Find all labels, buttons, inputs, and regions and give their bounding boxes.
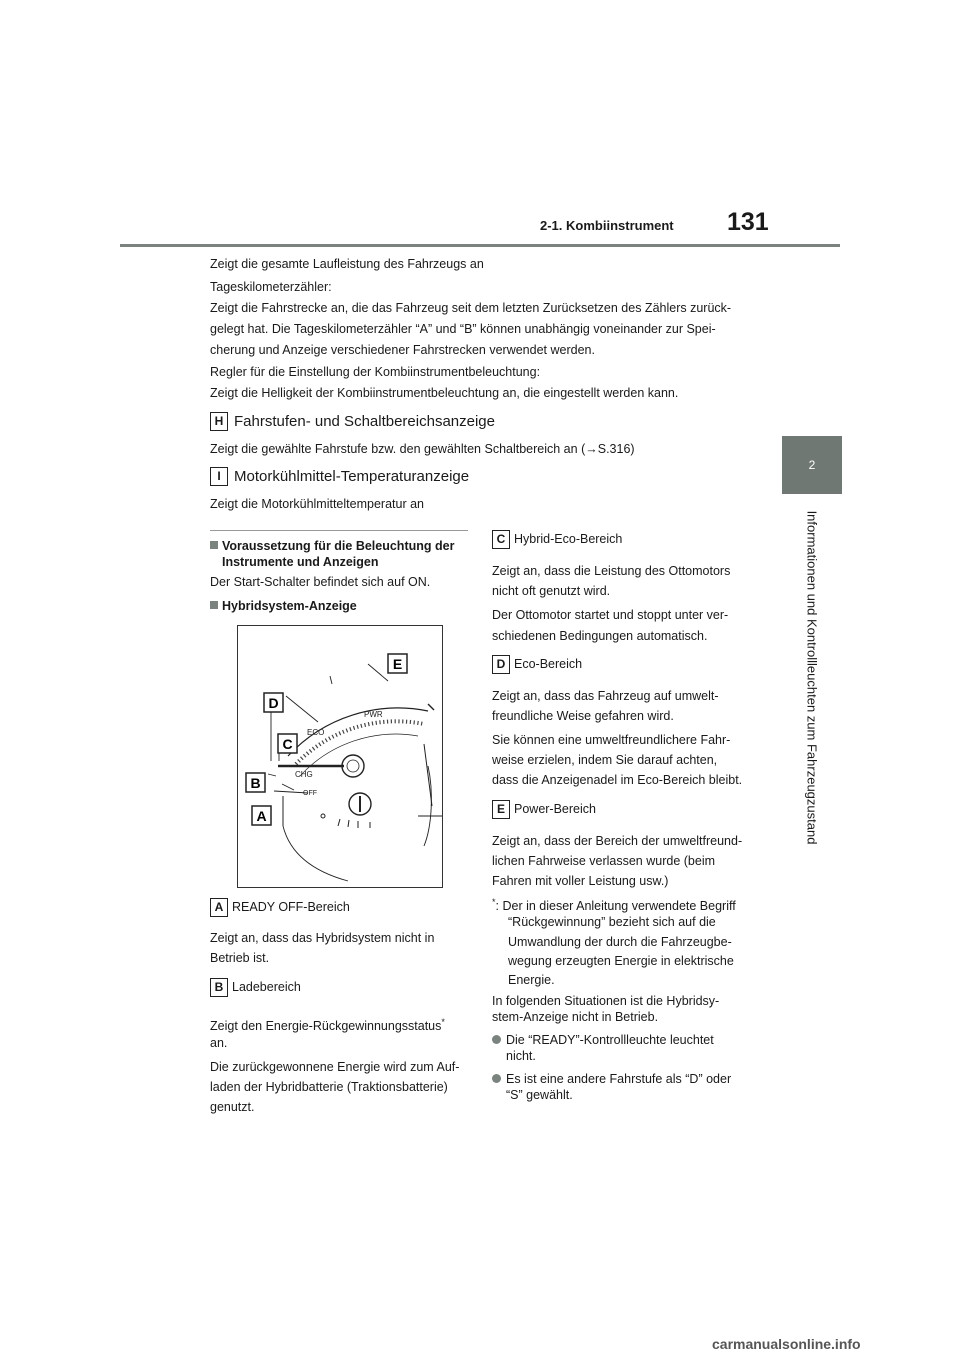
label-badge-d: D (492, 655, 510, 674)
callout-b: B (250, 775, 261, 791)
footnote-line: “Rückgewinnung” bezieht sich auf die (508, 915, 716, 929)
definition-title: Power-Bereich (514, 802, 596, 816)
heading-text: Fahrstufen- und Schaltbereichsanzeige (234, 413, 495, 430)
bullet-text: nicht. (506, 1049, 536, 1063)
label-badge-b: B (210, 978, 228, 997)
label-badge-c: C (492, 530, 510, 549)
label-badge-e: E (492, 800, 510, 819)
sub-heading-lighting (210, 538, 454, 570)
paragraph: Sie können eine umweltfreundlichere Fahr- (492, 733, 731, 747)
paragraph: Die zurückgewonnene Energie wird zum Auf- (210, 1060, 460, 1074)
column-rule (210, 530, 468, 531)
definition-title: READY OFF-Bereich (232, 900, 350, 914)
callout-c: C (282, 736, 293, 752)
square-bullet-icon (210, 601, 218, 609)
bullet-item (492, 1071, 731, 1103)
definition-a (210, 898, 350, 917)
bullet-text: Die “READY”-Kontrollleuchte leuchtet (506, 1033, 714, 1047)
chapter-tab: 2 (782, 436, 842, 494)
paragraph: lichen Fahrweise verlassen wurde (beim (492, 854, 716, 868)
bullet-text: “S” gewählt. (506, 1088, 573, 1102)
paragraph: schiedenen Bedingungen automatisch. (492, 629, 708, 643)
label-badge-i: I (210, 467, 228, 486)
paragraph: an. (210, 1036, 228, 1050)
paragraph: cherung und Anzeige verschiedener Fahrstrecken verwendet werden. (210, 343, 595, 357)
header-rule (120, 244, 840, 247)
definition-b (210, 978, 301, 997)
paragraph (210, 1012, 445, 1036)
paragraph: Fahren mit voller Leistung usw.) (492, 874, 669, 888)
paragraph: gelegt hat. Die Tageskilometerzähler “A” und “B” können unabhängig voneinander zur Spei- (210, 322, 716, 336)
sub-heading-hybrid (210, 598, 357, 614)
definition-title: Hybrid-Eco-Bereich (514, 532, 623, 546)
footnote-text: : Der in dieser Anleitung verwendete Begriff (495, 899, 736, 914)
paragraph: genutzt. (210, 1100, 255, 1114)
page-number: 131 (727, 208, 769, 236)
definition-title: Eco-Bereich (514, 657, 583, 671)
hybrid-gauge-illustration (238, 626, 442, 887)
callout-a: A (256, 808, 267, 824)
header-section-title: 2-1. Kombiinstrument (540, 218, 674, 233)
paragraph: Betrieb ist. (210, 951, 270, 965)
label-badge-a: A (210, 898, 228, 917)
heading-text: Motorkühlmittel-Temperaturanzeige (234, 468, 470, 485)
bullet-item (492, 1032, 714, 1064)
hybrid-system-indicator-figure (237, 625, 443, 888)
bullet-text: Es ist eine andere Fahrstufe als “D” oder (506, 1072, 732, 1086)
paragraph: Tageskilometerzähler: (210, 280, 332, 294)
chg-label: CHG (295, 770, 313, 779)
footnote-marker: * (492, 897, 496, 907)
pwr-label: PWR (364, 710, 383, 719)
paragraph: Regler für die Einstellung der Kombiinstrumentbeleuchtung: (210, 365, 541, 379)
paragraph: freundliche Weise gefahren wird. (492, 709, 674, 723)
chapter-label-text: Informationen und Kontrollleuchten zum Fahrzeugzustand (804, 510, 820, 845)
definition-d (492, 655, 582, 674)
section-heading-i (210, 467, 469, 486)
paragraph-text: Zeigt den Energie-Rückgewinnungsstatus (210, 1019, 442, 1034)
paragraph: Zeigt die gewählte Fahrstufe bzw. den gewählten Schaltbereich an (→S.316) (210, 442, 635, 456)
square-bullet-icon (210, 541, 218, 549)
eco-label: ECO (307, 728, 325, 737)
paragraph: Zeigt die Fahrstrecke an, die das Fahrzeug seit dem letzten Zurücksetzen des Zählers zurück- (210, 301, 732, 315)
paragraph: Zeigt die gesamte Laufleistung des Fahrzeugs an (210, 257, 484, 271)
paragraph: Der Ottomotor startet und stoppt unter ver- (492, 608, 729, 622)
circle-bullet-icon (492, 1074, 501, 1083)
definition-e (492, 800, 596, 819)
circle-bullet-icon (492, 1035, 501, 1044)
footnote-line: Umwandlung der durch die Fahrzeugbe- (508, 935, 732, 949)
definition-title: Ladebereich (232, 980, 301, 994)
paragraph: nicht oft genutzt wird. (492, 584, 611, 598)
off-label: OFF (303, 790, 317, 797)
footnote-marker: * (441, 1017, 445, 1027)
paragraph: Zeigt an, dass das Hybridsystem nicht in (210, 931, 435, 945)
sub-heading-text: Voraussetzung für die Beleuchtung der (222, 539, 455, 553)
paragraph: dass die Anzeigenadel im Eco-Bereich bleibt. (492, 773, 743, 787)
sub-heading-text: Hybridsystem-Anzeige (222, 599, 357, 613)
watermark: carmanualsonline.info (712, 1336, 861, 1352)
paragraph: Zeigt an, dass der Bereich der umweltfreund- (492, 834, 743, 848)
footnote-line: Energie. (508, 973, 555, 987)
section-heading-h (210, 412, 495, 431)
paragraph: Zeigt die Helligkeit der Kombiinstrumentbeleuchtung an, die eingestellt werden kann. (210, 386, 679, 400)
callout-e: E (392, 656, 403, 672)
paragraph: Zeigt die Motorkühlmitteltemperatur an (210, 497, 424, 511)
paragraph: Zeigt an, dass die Leistung des Ottomotors (492, 564, 731, 578)
paragraph: laden der Hybridbatterie (Traktionsbatterie) (210, 1080, 448, 1094)
paragraph: weise erzielen, indem Sie darauf achten, (492, 753, 718, 767)
definition-c (492, 530, 622, 549)
label-badge-h: H (210, 412, 228, 431)
paragraph: In folgenden Situationen ist die Hybridsy- (492, 994, 720, 1008)
footnote-line: wegung erzeugten Energie in elektrische (508, 954, 734, 968)
paragraph: stem-Anzeige nicht in Betrieb. (492, 1010, 659, 1024)
sub-heading-text: Instrumente und Anzeigen (222, 555, 379, 569)
paragraph: Der Start-Schalter befindet sich auf ON. (210, 575, 431, 589)
paragraph: Zeigt an, dass das Fahrzeug auf umwelt- (492, 689, 719, 703)
callout-d: D (268, 695, 279, 711)
